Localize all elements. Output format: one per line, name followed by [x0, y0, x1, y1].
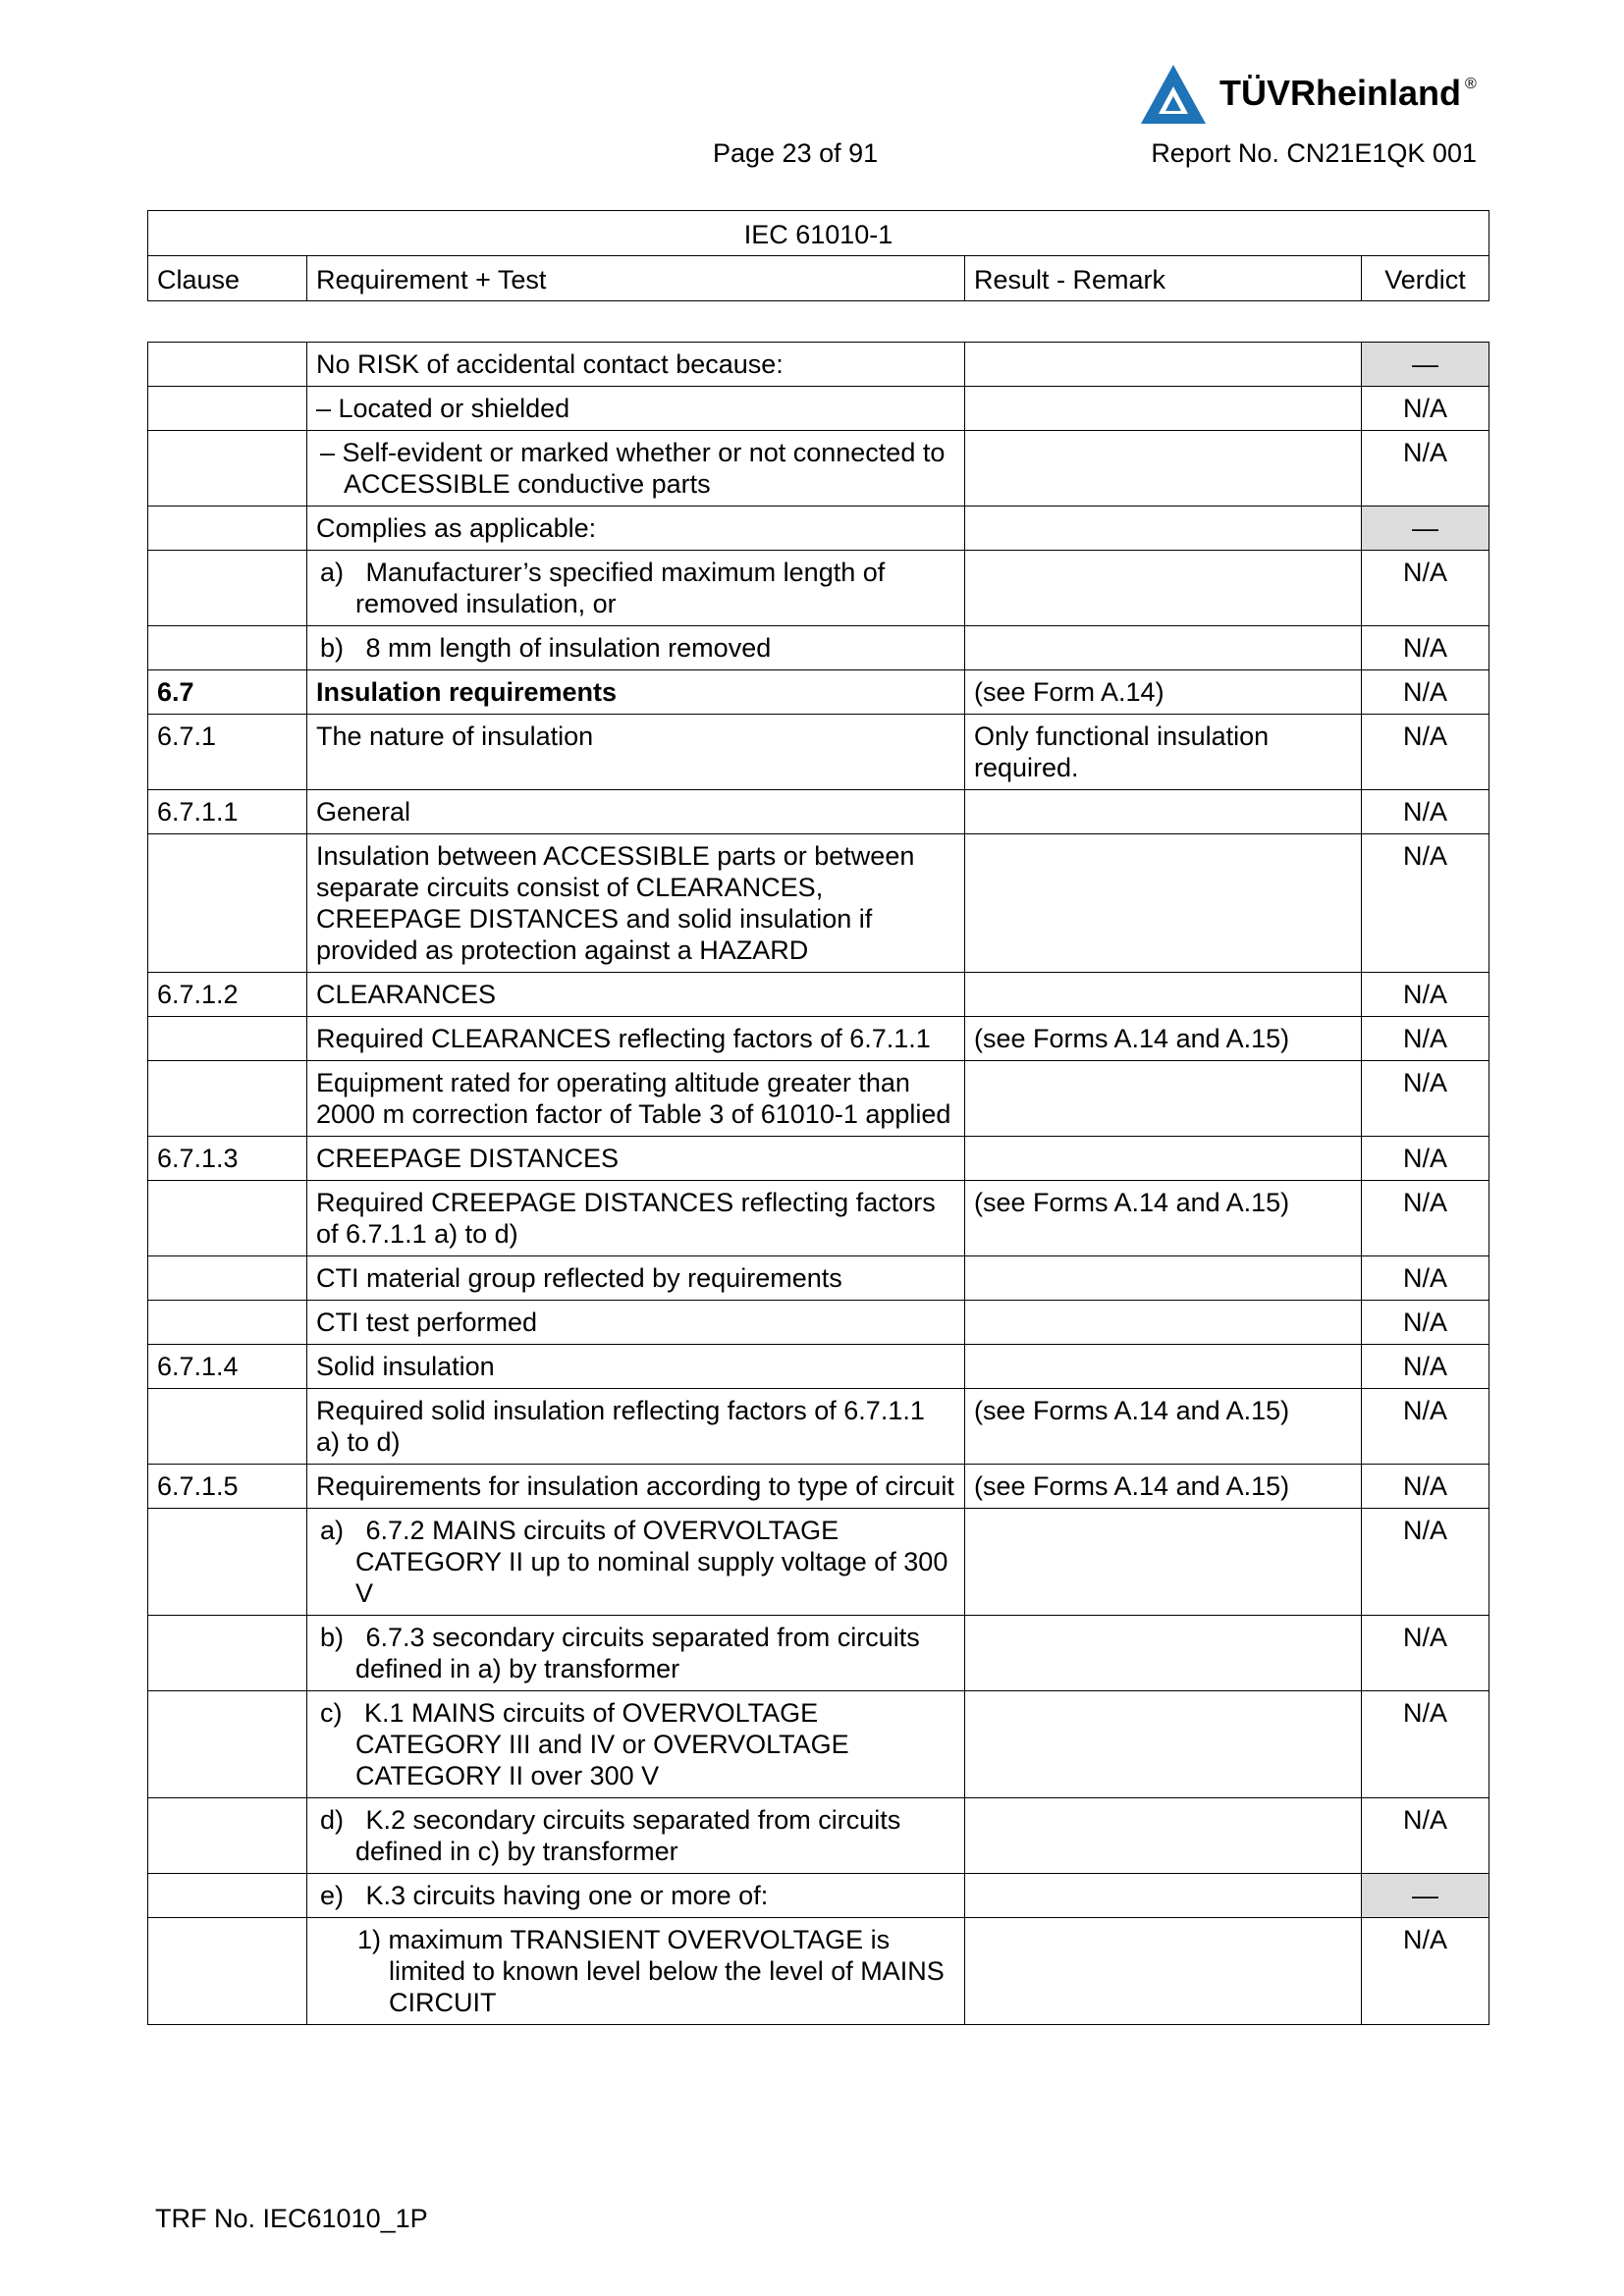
- result-cell: [965, 973, 1362, 1017]
- standard-header-table: [147, 210, 1489, 301]
- table-row: [148, 431, 1489, 507]
- verdict-cell: N/A: [1362, 1616, 1489, 1691]
- verdict-cell: N/A: [1362, 1509, 1489, 1616]
- verdict-cell: N/A: [1362, 1798, 1489, 1874]
- result-cell: [965, 1137, 1362, 1181]
- tuv-triangle-icon: [1139, 63, 1208, 126]
- requirement-cell: Required CREEPAGE DISTANCES reflecting factors of 6.7.1.1 a) to d): [307, 1181, 965, 1256]
- table-row: [148, 670, 1489, 715]
- requirement-cell: CLEARANCES: [307, 973, 965, 1017]
- verdict-cell: N/A: [1362, 973, 1489, 1017]
- verdict-cell: N/A: [1362, 1017, 1489, 1061]
- brand-name: TÜVRheinland ®: [1219, 73, 1477, 113]
- clause-cell: [148, 1874, 307, 1918]
- requirement-cell: Requirements for insulation according to type of circuit: [307, 1465, 965, 1509]
- result-cell: [965, 507, 1362, 551]
- table-row: [148, 1137, 1489, 1181]
- result-cell: [965, 431, 1362, 507]
- requirement-cell: Insulation between ACCESSIBLE parts or between separate circuits consist of CLEARANCES, CREEPAGE DISTANCES and solid insulation if provided as protection against a HAZARD: [307, 834, 965, 973]
- verdict-cell: N/A: [1362, 626, 1489, 670]
- table-row: [148, 973, 1489, 1017]
- clause-cell: [148, 507, 307, 551]
- clause-cell: [148, 1616, 307, 1691]
- clause-cell: [148, 343, 307, 387]
- result-cell: (see Form A.14): [965, 670, 1362, 715]
- verdict-cell: N/A: [1362, 1465, 1489, 1509]
- table-row: [148, 1301, 1489, 1345]
- result-cell: [965, 1874, 1362, 1918]
- result-cell: (see Forms A.14 and A.15): [965, 1389, 1362, 1465]
- result-cell: (see Forms A.14 and A.15): [965, 1465, 1362, 1509]
- requirement-cell: e) K.3 circuits having one or more of:: [307, 1874, 965, 1918]
- clause-cell: [148, 1509, 307, 1616]
- verdict-cell: N/A: [1362, 1061, 1489, 1137]
- requirement-cell: b) 8 mm length of insulation removed: [307, 626, 965, 670]
- verdict-cell: N/A: [1362, 1345, 1489, 1389]
- verdict-cell: —: [1362, 343, 1489, 387]
- verdict-cell: N/A: [1362, 1256, 1489, 1301]
- table-row: [148, 1181, 1489, 1256]
- requirement-cell: c) K.1 MAINS circuits of OVERVOLTAGE CATEGORY III and IV or OVERVOLTAGE CATEGORY II over 300 V: [307, 1691, 965, 1798]
- table-row: [148, 551, 1489, 626]
- result-cell: [965, 1345, 1362, 1389]
- page-number: Page 23 of 91: [713, 138, 879, 168]
- table-row: [148, 1465, 1489, 1509]
- result-cell: [965, 387, 1362, 431]
- verdict-cell: N/A: [1362, 1181, 1489, 1256]
- standard-title-row: [148, 211, 1489, 256]
- clause-cell: 6.7: [148, 670, 307, 715]
- verdict-cell: N/A: [1362, 551, 1489, 626]
- table-row: [148, 834, 1489, 973]
- clause-cell: [148, 551, 307, 626]
- clause-cell: [148, 1061, 307, 1137]
- tuv-rheinland-logo: [1139, 61, 1483, 130]
- requirement-cell: CTI test performed: [307, 1301, 965, 1345]
- requirement-cell: No RISK of accidental contact because:: [307, 343, 965, 387]
- result-cell: [965, 1301, 1362, 1345]
- clause-cell: [148, 387, 307, 431]
- table-row: [148, 1256, 1489, 1301]
- requirement-cell: – Self-evident or marked whether or not connected to ACCESSIBLE conductive parts: [307, 431, 965, 507]
- verdict-cell: N/A: [1362, 715, 1489, 790]
- result-cell: (see Forms A.14 and A.15): [965, 1017, 1362, 1061]
- requirement-cell: Required CLEARANCES reflecting factors of 6.7.1.1: [307, 1017, 965, 1061]
- result-cell: [965, 1509, 1362, 1616]
- verdict-cell: N/A: [1362, 1389, 1489, 1465]
- verdict-cell: N/A: [1362, 670, 1489, 715]
- table-row: [148, 1918, 1489, 2025]
- column-header-result: Result - Remark: [965, 256, 1362, 301]
- table-row: [148, 1798, 1489, 1874]
- verdict-cell: N/A: [1362, 790, 1489, 834]
- requirement-cell: Solid insulation: [307, 1345, 965, 1389]
- requirement-cell: CREEPAGE DISTANCES: [307, 1137, 965, 1181]
- table-row: [148, 1509, 1489, 1616]
- table-row: [148, 343, 1489, 387]
- column-header-requirement: Requirement + Test: [307, 256, 965, 301]
- requirement-cell: CTI material group reflected by requirements: [307, 1256, 965, 1301]
- report-number: Report No. CN21E1QK 001: [1151, 138, 1477, 168]
- table-row: [148, 1616, 1489, 1691]
- result-cell: [965, 626, 1362, 670]
- verdict-cell: N/A: [1362, 431, 1489, 507]
- table-row: [148, 1874, 1489, 1918]
- table-row: [148, 507, 1489, 551]
- requirement-cell: a) 6.7.2 MAINS circuits of OVERVOLTAGE CATEGORY II up to nominal supply voltage of 300 V: [307, 1509, 965, 1616]
- requirement-cell: d) K.2 secondary circuits separated from circuits defined in c) by transformer: [307, 1798, 965, 1874]
- column-header-row: [148, 256, 1489, 301]
- clause-cell: [148, 834, 307, 973]
- requirements-table: [147, 342, 1489, 2025]
- verdict-cell: —: [1362, 1874, 1489, 1918]
- result-cell: [965, 1061, 1362, 1137]
- trf-number: TRF No. IEC61010_1P: [155, 2204, 428, 2233]
- column-header-clause: Clause: [148, 256, 307, 301]
- result-cell: [965, 1798, 1362, 1874]
- result-cell: [965, 551, 1362, 626]
- clause-cell: [148, 626, 307, 670]
- verdict-cell: N/A: [1362, 834, 1489, 973]
- table-row: [148, 1061, 1489, 1137]
- clause-cell: [148, 1389, 307, 1465]
- clause-cell: [148, 431, 307, 507]
- clause-cell: 6.7.1.3: [148, 1137, 307, 1181]
- verdict-cell: —: [1362, 507, 1489, 551]
- clause-cell: [148, 1017, 307, 1061]
- requirement-cell: b) 6.7.3 secondary circuits separated from circuits defined in a) by transformer: [307, 1616, 965, 1691]
- requirement-cell: The nature of insulation: [307, 715, 965, 790]
- table-row: [148, 1389, 1489, 1465]
- verdict-cell: N/A: [1362, 1137, 1489, 1181]
- clause-cell: [148, 1301, 307, 1345]
- clause-cell: 6.7.1: [148, 715, 307, 790]
- table-row: [148, 1345, 1489, 1389]
- verdict-cell: N/A: [1362, 1918, 1489, 2025]
- clause-cell: [148, 1691, 307, 1798]
- requirement-cell: Required solid insulation reflecting factors of 6.7.1.1 a) to d): [307, 1389, 965, 1465]
- requirement-cell: General: [307, 790, 965, 834]
- requirement-cell: 1) maximum TRANSIENT OVERVOLTAGE is limited to known level below the level of MAINS CIRCUIT: [307, 1918, 965, 2025]
- table-row: [148, 790, 1489, 834]
- verdict-cell: N/A: [1362, 1691, 1489, 1798]
- result-cell: [965, 1918, 1362, 2025]
- clause-cell: [148, 1256, 307, 1301]
- standard-title: IEC 61010-1: [148, 211, 1489, 256]
- result-cell: [965, 1256, 1362, 1301]
- clause-cell: [148, 1798, 307, 1874]
- table-row: [148, 626, 1489, 670]
- verdict-cell: N/A: [1362, 387, 1489, 431]
- table-row: [148, 1017, 1489, 1061]
- clause-cell: [148, 1181, 307, 1256]
- result-cell: [965, 1616, 1362, 1691]
- result-cell: [965, 343, 1362, 387]
- requirement-cell: Complies as applicable:: [307, 507, 965, 551]
- result-cell: Only functional insulation required.: [965, 715, 1362, 790]
- clause-cell: 6.7.1.5: [148, 1465, 307, 1509]
- clause-cell: 6.7.1.4: [148, 1345, 307, 1389]
- result-cell: [965, 1691, 1362, 1798]
- requirement-cell: a) Manufacturer’s specified maximum length of removed insulation, or: [307, 551, 965, 626]
- requirement-cell: Insulation requirements: [307, 670, 965, 715]
- table-row: [148, 387, 1489, 431]
- table-row: [148, 715, 1489, 790]
- result-cell: (see Forms A.14 and A.15): [965, 1181, 1362, 1256]
- clause-cell: 6.7.1.1: [148, 790, 307, 834]
- result-cell: [965, 834, 1362, 973]
- column-header-verdict: Verdict: [1362, 256, 1489, 301]
- requirement-cell: Equipment rated for operating altitude greater than 2000 m correction factor of Table 3 of 61010-1 applied: [307, 1061, 965, 1137]
- requirement-cell: – Located or shielded: [307, 387, 965, 431]
- result-cell: [965, 790, 1362, 834]
- clause-cell: [148, 1918, 307, 2025]
- clause-cell: 6.7.1.2: [148, 973, 307, 1017]
- verdict-cell: N/A: [1362, 1301, 1489, 1345]
- table-row: [148, 1691, 1489, 1798]
